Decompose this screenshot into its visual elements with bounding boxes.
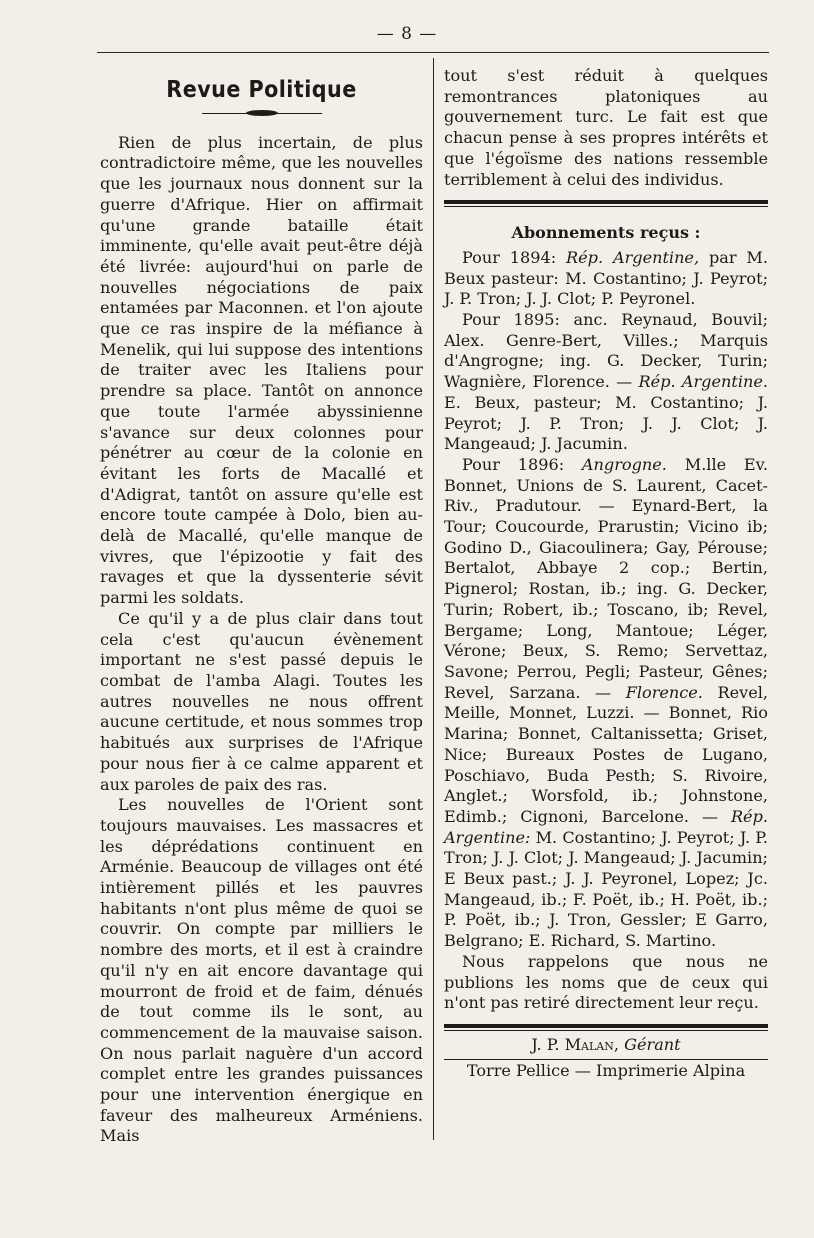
printer-imprint: Torre Pellice — Imprimerie Alpina: [466, 1060, 746, 1080]
imprint-rule: [444, 1059, 768, 1060]
article-headline: Revue Politique: [166, 77, 357, 103]
subscriptions-1895: Pour 1895: anc. Reynaud, Bouvil; Alex. Genre-Bert, Villes.; Marquis d'Angrogne; ing. G. Decker, Turin; Wagnière, Florence. — Rép. Argentine. E. Beux, pasteur; M. Costantino; J. Peyrot; J. P. Tron; J. J. Clot; J. Mangeaud; J. Jacumin.: [444, 310, 768, 454]
headline-ornament: [202, 109, 322, 119]
right-column: [444, 66, 768, 1081]
article-paragraph-3: Les nouvelles de l'Orient sont toujours mauvaises. Les massacres et les déprédations continuent en Arménie. Beaucoup de villages ont été intièrement pillés et les pauvres habitants n'ont plus même de quoi se couvrir. On compte par milliers le nombre des morts, et il est à craindre qu'il n'y en ait encore davantage qui mourront de froid et de faim, dénués de tout comme ils le sont, au commencement de la mauvaise saison. On nous parlait naguère d'un accord complet entre les grandes puissances pour une intervention énergique en faveur des malheureux Arméniens. Mais: [100, 795, 423, 1146]
subscriptions-reminder: Nous rappelons que nous ne publions les noms que de ceux qui n'ont pas retiré directement leur reçu.: [444, 951, 768, 1013]
subscriptions-1896: Pour 1896: Angrogne. M.lle Ev. Bonnet, Unions de S. Laurent, Cacet-Riv., Pradutour. — Eynard-Bert, la Tour; Coucourde, Prarustin; Vicino ib; Godino D., Giacoulinera; Gay, Pérouse; Bertalot, Abbaye 2 cop.; Bertin, Pignerol; Rostan, ib.; ing. G. Decker, Turin; Robert, ib.; Toscano, ib; Revel, Bergame; Long, Mantoue; Léger, Vérone; Beux, S. Remo; Servettaz, Savone; Perrou, Pegli; Pasteur, Gênes; Revel, Sarzana. — Florence. Revel, Meille, Monnet, Luzzi. — Bonnet, Rio Marina; Bonnet, Caltanissetta; Griset, Nice; Bureaux Postes de Lugano, Poschiavo, Buda Pesth; S. Rivoire, Anglet.; Worsfold, ib.; Johnstone, Edimb.; Cignoni, Barcelone. — Rép. Argentine: M. Costantino; J. Peyrot; J. P. Tron; J. J. Clot; J. Mangeaud; J. Jacumin; E Beux past.; J. J. Peyronel, Lopez; Jc. Mangeaud, ib.; F. Poët, ib.; H. Poët, ib.; P. Poët, ib.; J. Tron, Gessler; E Garro, Belgrano; E. Richard, S. Martino.: [444, 454, 768, 951]
page-number: — 8 —: [376, 24, 438, 44]
footer-divider: [444, 1024, 768, 1031]
publisher-signature: J. P. Malan, Gérant: [531, 1034, 681, 1054]
left-column: [100, 66, 423, 1147]
section-divider: [444, 200, 768, 207]
subscriptions-heading: Abonnements reçus :: [511, 223, 701, 243]
header-rule: [97, 52, 769, 53]
subscriptions-1894: Pour 1894: Rép. Argentine, par M. Beux pasteur: M. Costantino; J. Peyrot; J. P. Tron; J. J. Clot; P. Peyronel.: [444, 247, 768, 309]
article-paragraph-2: Ce qu'il y a de plus clair dans tout cela c'est qu'aucun évènement important ne s'est passé depuis le combat de l'amba Alagi. Toutes les autres nouvelles ne nous offrent aucune certitude, et nous sommes trop habitués aux surprises de l'Afrique pour nous fier à ce calme apparent et aux paroles de paix des ras.: [100, 608, 423, 794]
column-divider: [433, 58, 434, 1140]
article-paragraph-1: Rien de plus incertain, de plus contradictoire même, que les nouvelles que les journaux nous donnent sur la guerre d'Afrique. Hier on affirmait qu'une grande bataille était imminente, qu'elle avait peut-être déjà été livrée: aujourd'hui on parle de nouvelles négociations de paix entamées par Maconnen. et l'on ajoute que ce ras inspire de la méfiance à Menelik, qui lui suppose des intentions de traiter avec les Italiens pour prendre sa place. Tantôt on annonce que toute l'armée abyssinienne s'avance sur deux colonnes pour pénétrer au cœur de la colonie en évitant les forts de Macallé et d'Adigrat, tantôt on assure qu'elle est encore toute campée à Dolo, bien au-delà de Macallé, qu'elle manque de vivres, que l'épizootie y fait des ravages et que la dyssenterie sévit parmi les soldats.: [100, 132, 423, 608]
article-continuation: tout s'est réduit à quelques remontrances platoniques au gouvernement turc. Le fait est que chacun pense à ses propres intérêts et que l'égoïsme des nations ressemble terriblement à celui des individus.: [444, 66, 768, 189]
